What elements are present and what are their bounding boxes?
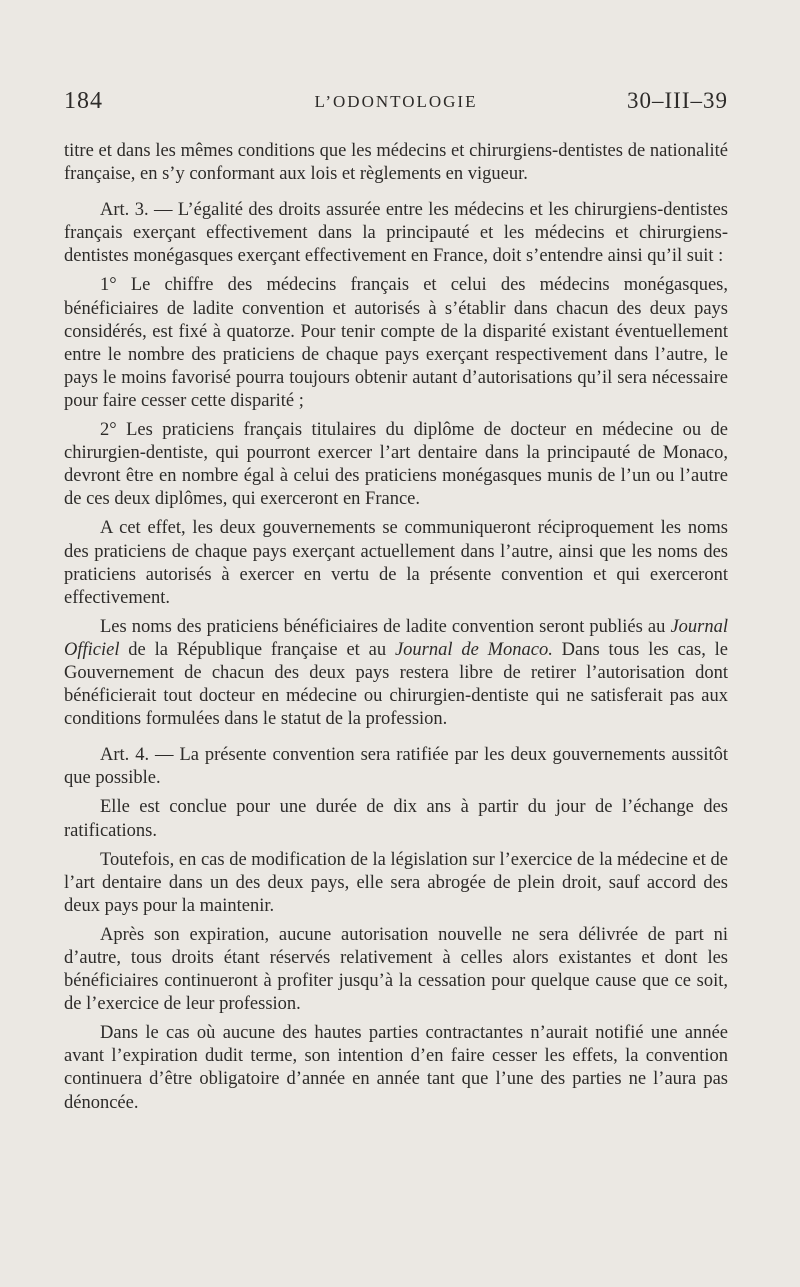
paragraph-article-3: Art. 3. — L’égalité des droits assurée entre les médecins et les chirurgiens-dentistes français exerçant effectivement dans la principauté et les médecins et chirurgiens-dentistes monégasques exerçant effectivement en France, doit s’entendre ainsi qu’il suit :: [64, 200, 728, 267]
paragraph-continued: titre et dans les mêmes conditions que les médecins et chirurgiens-dentistes de nationalité française, en s’y conformant aux lois et règlements en vigueur.: [64, 141, 728, 185]
page-number: 184: [64, 88, 103, 114]
paragraph-article-4: Art. 4. — La présente convention sera ratifiée par les deux gouvernements aussitôt que possible.: [64, 745, 728, 789]
page-header: [64, 88, 728, 120]
paragraph-expiration: Après son expiration, aucune autorisation nouvelle ne sera délivrée de part ni d’autre, tous droits étant réservés relativement à celles alors existantes et dont les bénéficiaires continueront à profiter jusqu’à la cessation pour quelque cause que ce soit, de l’exercice de leur profession.: [64, 924, 728, 1015]
publication-text-3: Dans tous les cas, le Gouvernement de chacun des deux pays restera libre de retirer l’autorisation dont bénéficierait tout docteur en médecine ou chirurgien-dentiste qui ne satisferait pas aux conditions formulées dans le statut de la profession.: [64, 639, 728, 730]
paragraph-item-1: 1° Le chiffre des médecins français et celui des médecins monégasques, bénéficiaires de ladite convention et autorisés à s’établir dans chacun des deux pays considérés, est fixé à quatorze. Pour tenir compte de la disparité existant éventuellement entre le nombre des praticiens de chaque pays exerçant respectivement dans l’autre, le pays le moins favorisé pourra toujours obtenir autant d’autorisations qu’il sera nécessaire pour faire cesser cette disparité ;: [64, 275, 728, 411]
body-text: [64, 140, 728, 1115]
publication-text-1: Les noms des praticiens bénéficiaires de ladite convention seront publiés au: [100, 616, 671, 637]
journal-officiel: Journal Officiel: [64, 616, 728, 660]
paragraph-communication: A cet effet, les deux gouvernements se communiqueront réciproquement les noms des praticiens de chaque pays exerçant actuellement dans l’autre, ainsi que les noms des praticiens autorisés à exercer en vertu de la présente convention et qui exerceront effectivement.: [64, 518, 728, 608]
paragraph-renewal: Dans le cas où aucune des hautes parties contractantes n’aurait notifié une année avant l’expiration dudit terme, son intention d’en faire cesser les effets, la convention continuera d’être obligatoire d’année en année tant que l’une des parties ne l’aura pas dénoncée.: [64, 1023, 728, 1113]
journal-de-monaco: Journal de Monaco.: [394, 639, 553, 660]
publication-text-2: de la République française et au: [119, 639, 395, 660]
running-title: L’ODONTOLOGIE: [314, 92, 478, 111]
paragraph-publication: [64, 616, 728, 731]
paragraph-modification: Toutefois, en cas de modification de la législation sur l’exercice de la médecine et de l’art dentaire dans un des deux pays, elle sera abrogée de plein droit, sauf accord des deux pays pour la maintenir.: [64, 849, 728, 916]
paragraph-duration: Elle est conclue pour une durée de dix ans à partir du jour de l’échange des ratifications.: [64, 797, 728, 841]
issue-date: 30–III–39: [627, 88, 728, 113]
paragraph-item-2: 2° Les praticiens français titulaires du diplôme de docteur en médecine ou de chirurgien-dentiste, qui pourront exercer l’art dentaire dans la principauté de Monaco, devront être en nombre égal à celui des praticiens monégasques munis de l’un ou l’autre de ces deux diplômes, qui exerceront en France.: [64, 420, 728, 510]
